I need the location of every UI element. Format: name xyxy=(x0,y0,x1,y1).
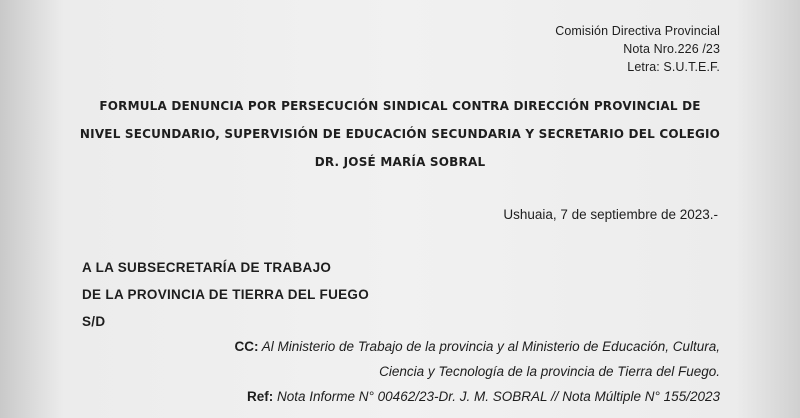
header-letter: Letra: S.U.T.E.F. xyxy=(627,60,720,74)
header-commission: Comisión Directiva Provincial xyxy=(555,24,720,38)
ref-text: Nota Informe N° 00462/23-Dr. J. M. SOBRAL // Nota Múltiple N° 155/2023 xyxy=(276,389,720,404)
cc-text-1: Al Ministerio de Trabajo de la provincia y al Ministerio de Educación, Cultura, xyxy=(261,339,720,354)
cc-line-1 xyxy=(235,339,720,354)
document-date: Ushuaia, 7 de septiembre de 2023.- xyxy=(503,207,718,222)
title-line-2: NIVEL SECUNDARIO, SUPERVISIÓN DE EDUCACIÓN SECUNDARIA Y SECRETARIO DEL COLEGIO xyxy=(79,127,721,141)
header-note-number: Nota Nro.226 /23 xyxy=(623,42,720,56)
ref-label: Ref: xyxy=(246,389,274,404)
title-line-1: FORMULA DENUNCIA POR PERSECUCIÓN SINDICAL CONTRA DIRECCIÓN PROVINCIAL DE xyxy=(99,99,701,113)
addressee-line-2: DE LA PROVINCIA DE TIERRA DEL FUEGO xyxy=(82,287,370,302)
cc-line-2: Ciencia y Tecnología de la provincia de Tierra del Fuego. xyxy=(379,364,720,379)
addressee-line-3: S/D xyxy=(82,314,106,329)
title-line-3: DR. JOSÉ MARÍA SOBRAL xyxy=(314,155,486,169)
cc-label: CC: xyxy=(234,339,259,354)
addressee-line-1: A LA SUBSECRETARÍA DE TRABAJO xyxy=(82,260,332,275)
reference-line xyxy=(247,389,720,404)
